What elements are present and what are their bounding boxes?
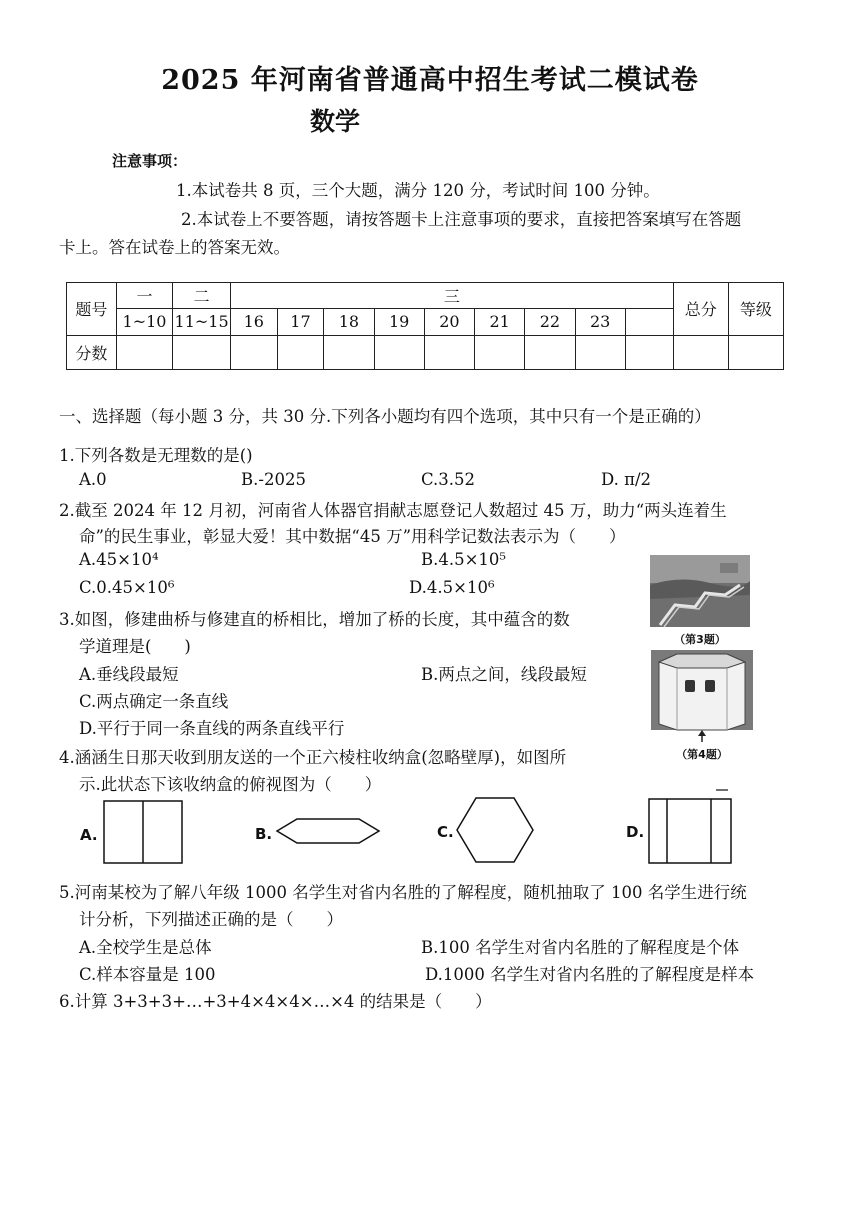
q2-option-b: B.4.5×10⁵ (421, 550, 507, 569)
notice-heading: 注意事项： (112, 152, 188, 170)
score-cell[interactable] (424, 335, 474, 369)
q4-caption: （第4题） (676, 748, 728, 761)
q3-caption: （第3题） (674, 633, 726, 646)
score-cell[interactable] (374, 335, 424, 369)
q1-option-d: D. π/2 (601, 470, 652, 489)
row-label-score: 分数 (67, 335, 117, 369)
notice-item-2-line2: 卡上。答在试卷上的答案无效。 (59, 238, 290, 257)
grade-header: 等级 (728, 283, 783, 336)
bridge-photo (650, 555, 750, 627)
q4-stem-line1: 4.涵涵生日那天收到朋友送的一个正六棱柱收纳盒(忽略壁厚)，如图所 (59, 748, 567, 767)
q3-option-a: A.垂线段最短 (79, 665, 179, 684)
score-cell[interactable] (673, 335, 728, 369)
q22-header: 22 (525, 309, 575, 335)
score-cell[interactable] (116, 335, 173, 369)
q3-figure (650, 555, 750, 647)
score-cell[interactable] (475, 335, 525, 369)
score-table (66, 282, 784, 370)
q3-stem-line1: 3.如图，修建曲桥与修建直的桥相比，增加了桥的长度，其中蕴含的数 (59, 610, 570, 629)
q6-stem: 6.计算 3+3+3+…+3+4×4×4×…×4 的结果是（ ） (59, 992, 492, 1011)
exam-title: 2025 年河南省普通高中招生考试二模试卷 (161, 65, 699, 96)
range-11-15: 11~15 (173, 309, 231, 335)
score-cell[interactable] (625, 335, 673, 369)
score-cell[interactable] (230, 335, 277, 369)
q1-option-b: B.-2025 (241, 470, 306, 489)
q4-option-a-label: A. (80, 826, 98, 844)
score-cell[interactable] (173, 335, 231, 369)
q5-stem-line2: 计分析，下列描述正确的是（ ） (79, 910, 343, 929)
q16-header: 16 (230, 309, 277, 335)
subject-title: 数学 (310, 107, 361, 136)
range-1-10: 1~10 (116, 309, 173, 335)
group-two: 二 (173, 283, 231, 309)
q4-option-b-flat-hexagon-icon (275, 816, 381, 846)
q5-option-d: D.1000 名学生对省内名胜的了解程度是样本 (425, 965, 755, 984)
q1-option-a: A.0 (79, 470, 107, 489)
q23-header: 23 (575, 309, 625, 335)
group-three: 三 (230, 283, 673, 309)
q5-option-c: C.样本容量是 100 (79, 965, 216, 984)
q3-option-d: D.平行于同一条直线的两条直线平行 (79, 719, 345, 738)
q3-stem-line2: 学道理是( ) (79, 637, 191, 656)
q20-header: 20 (424, 309, 474, 335)
score-cell[interactable] (277, 335, 324, 369)
q2-stem-line2: 命”的民生事业，彰显大爱！其中数据“45 万”用科学记数法表示为（ ） (79, 527, 626, 546)
q21-header: 21 (475, 309, 525, 335)
q4-option-b-label: B. (255, 825, 273, 843)
q5-option-b: B.100 名学生对省内名胜的了解程度是个体 (421, 938, 740, 957)
q4-option-d-label: D. (626, 823, 645, 841)
score-cell[interactable] (324, 335, 374, 369)
q2-option-d: D.4.5×10⁶ (409, 578, 495, 597)
q2-option-a: A.45×10⁴ (79, 550, 159, 569)
q1-option-c: C.3.52 (421, 470, 476, 489)
q17-header: 17 (277, 309, 324, 335)
notice-item-2-line1: 2.本试卷上不要答题，请按答题卡上注意事项的要求，直接把答案填写在答题 (181, 210, 742, 229)
q2-option-c: C.0.45×10⁶ (79, 578, 175, 597)
group-one: 一 (116, 283, 173, 309)
q4-option-c-hexagon-icon (455, 796, 535, 864)
score-cell[interactable] (728, 335, 783, 369)
q5-stem-line1: 5.河南某校为了解八年级 1000 名学生对省内名胜的了解程度，随机抽取了 100 名学生进行统 (59, 883, 747, 902)
q3-option-c: C.两点确定一条直线 (79, 692, 229, 711)
q3-option-b: B.两点之间，线段最短 (421, 665, 587, 684)
score-cell[interactable] (525, 335, 575, 369)
q4-stem-line2: 示.此状态下该收纳盒的俯视图为（ ） (79, 775, 382, 794)
q4-option-c-label: C. (437, 823, 454, 841)
q18-header: 18 (324, 309, 374, 335)
q2-stem-line1: 2.截至 2024 年 12 月初，河南省人体器官捐献志愿登记人数超过 45 万，助力“两头连着生 (59, 501, 727, 520)
section-1-heading: 一、选择题（每小题 3 分，共 30 分.下列各小题均有四个选项，其中只有一个是正确的） (59, 407, 711, 426)
total-header: 总分 (673, 283, 728, 336)
q19-header: 19 (374, 309, 424, 335)
q4-option-a-rectangle-split-icon (103, 800, 183, 864)
notice-item-1: 1.本试卷共 8 页，三个大题，满分 120 分，考试时间 100 分钟。 (176, 181, 660, 200)
score-cell[interactable] (575, 335, 625, 369)
row-label-question: 题号 (67, 283, 117, 336)
q4-figure (651, 650, 753, 762)
q5-option-a: A.全校学生是总体 (79, 938, 212, 957)
q1-stem: 1.下列各数是无理数的是() (59, 446, 253, 465)
hexagon-box-photo (651, 650, 753, 742)
q4-option-d-rectangle-three-part-icon (648, 786, 734, 866)
